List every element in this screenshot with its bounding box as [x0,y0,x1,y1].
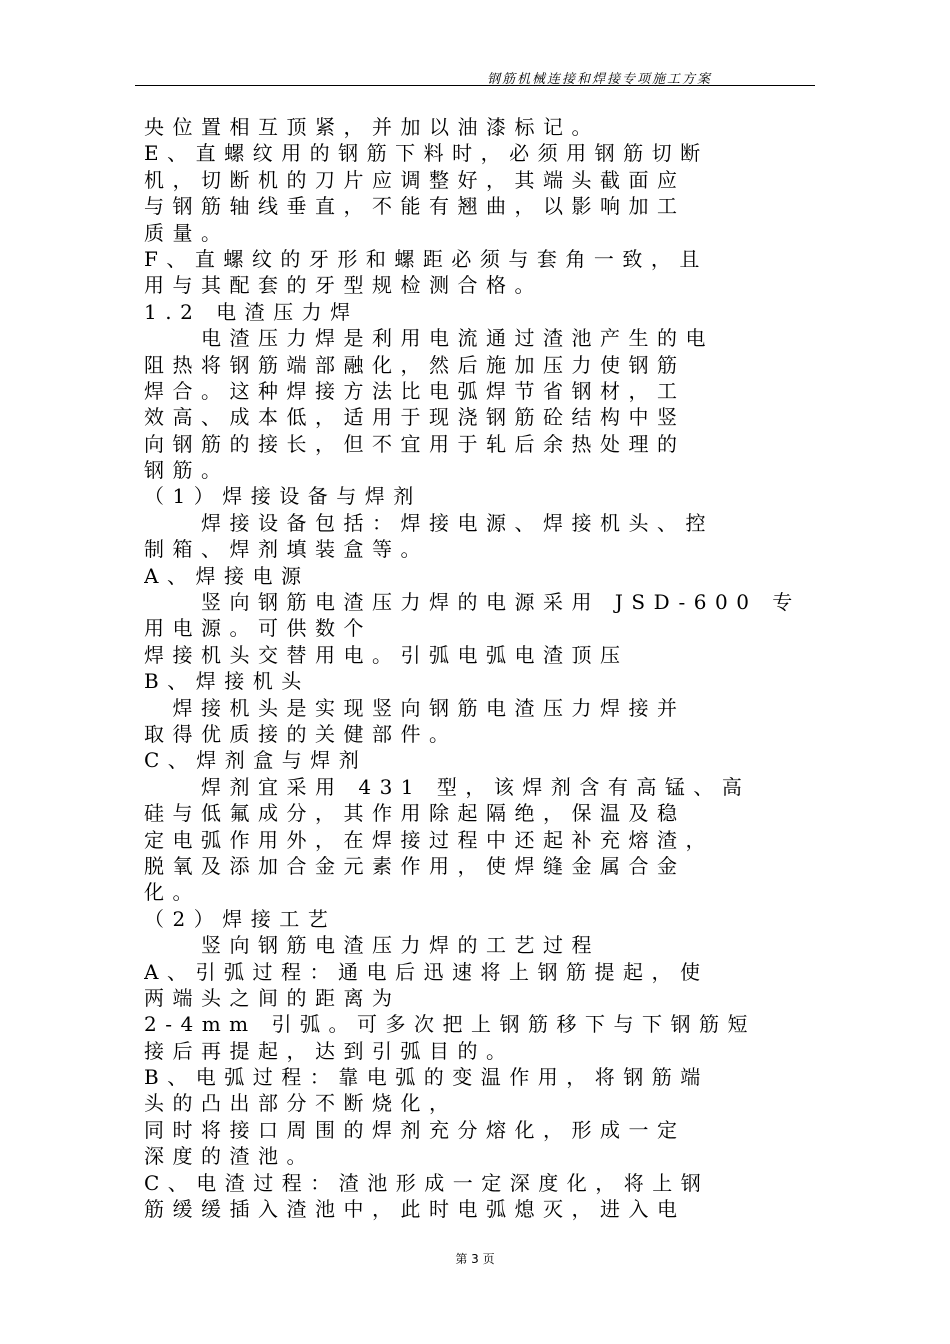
text-line: A、引弧过程：通电后迅速将上钢筋提起，使 [144,959,709,984]
text-line: 2-4mm 引弧。可多次把上钢筋移下与下钢筋短 [144,1012,756,1037]
text-line: 机，切断机的刀片应调整好，其端头截面应 [144,167,686,192]
text-line: 头的凸出部分不断烧化， [144,1091,458,1116]
text-line: 焊合。这种焊接方法比电弧焊节省钢材，工 [144,378,686,403]
text-line: F、直螺纹的牙形和螺距必须与套角一致，且 [144,246,708,271]
text-line: 与钢筋轴线垂直，不能有翘曲，以影响加工 [144,194,686,219]
text-line: E、直螺纹用的钢筋下料时，必须用钢筋切断 [144,141,709,166]
text-line: （2）焊接工艺 [144,906,337,931]
text-line: 效高、成本低，适用于现浇钢筋砼结构中竖 [144,405,686,430]
text-line: 脱氧及添加合金元素作用，使焊缝金属合金 [144,853,686,878]
text-line: 质量。 [144,220,230,245]
text-line: C、焊剂盒与焊剂 [144,748,368,773]
text-line: 焊接机头交替用电。引弧电弧电渣顶压 [144,642,629,667]
text-line: 化。 [144,880,201,905]
text-line: 定电弧作用外，在焊接过程中还起补充熔渣， [144,827,714,852]
text-line: （1）焊接设备与焊剂 [144,484,422,509]
running-header: 钢筋机械连接和焊接专项施工方案 [486,72,712,87]
text-line: 钢筋。 [144,458,230,483]
text-line: 两端头之间的距离为 [144,985,401,1010]
text-line: 深度的渣池。 [144,1144,315,1169]
text-line: B、电弧过程：靠电弧的变温作用，将钢筋端 [144,1065,709,1090]
text-line: 硅与低氟成分，其作用除起隔绝，保温及稳 [144,801,686,826]
text-line: 接后再提起，达到引弧目的。 [144,1038,515,1063]
text-line: 阻热将钢筋端部融化，然后施加压力使钢筋 [144,352,686,377]
text-line: B、焊接机头 [144,669,310,694]
page-number: 第 3 页 [455,1252,495,1266]
text-line: 用与其配套的牙型规检测合格。 [144,273,543,298]
text-line: 竖向钢筋电渣压力焊的工艺过程 [144,933,600,958]
text-line: 向钢筋的接长，但不宜用于轧后余热处理的 [144,431,686,456]
text-line: 电渣压力焊是利用电流通过渣池产生的电 [144,326,714,351]
text-line: 央位置相互顶紧，并加以油漆标记。 [144,115,600,139]
text-line: A、焊接电源 [144,563,310,588]
body-text [144,114,814,1222]
text-line: 竖向钢筋电渣压力焊的电源采用 JSD-600 专 [144,590,801,615]
text-line: 同时将接口周围的焊剂充分熔化，形成一定 [144,1117,686,1142]
text-line: 用电源。可供数个 [144,616,372,641]
text-line: 取得优质接的关健部件。 [144,721,458,746]
header-rule [135,85,815,86]
text-line: 焊剂宜采用 431 型，该焊剂含有高锰、高 [144,774,751,799]
text-line: 焊接设备包括：焊接电源、焊接机头、控 [144,510,714,535]
text-line: 1.2 电渣压力焊 [144,299,359,324]
text-line: 制箱、焊剂填装盒等。 [144,537,429,562]
text-line: C、电渣过程：渣池形成一定深度化，将上钢 [144,1170,710,1195]
text-line: 筋缓缓插入渣池中，此时电弧熄灭，进入电 [144,1197,686,1222]
text-line: 焊接机头是实现竖向钢筋电渣压力焊接并 [144,695,686,720]
